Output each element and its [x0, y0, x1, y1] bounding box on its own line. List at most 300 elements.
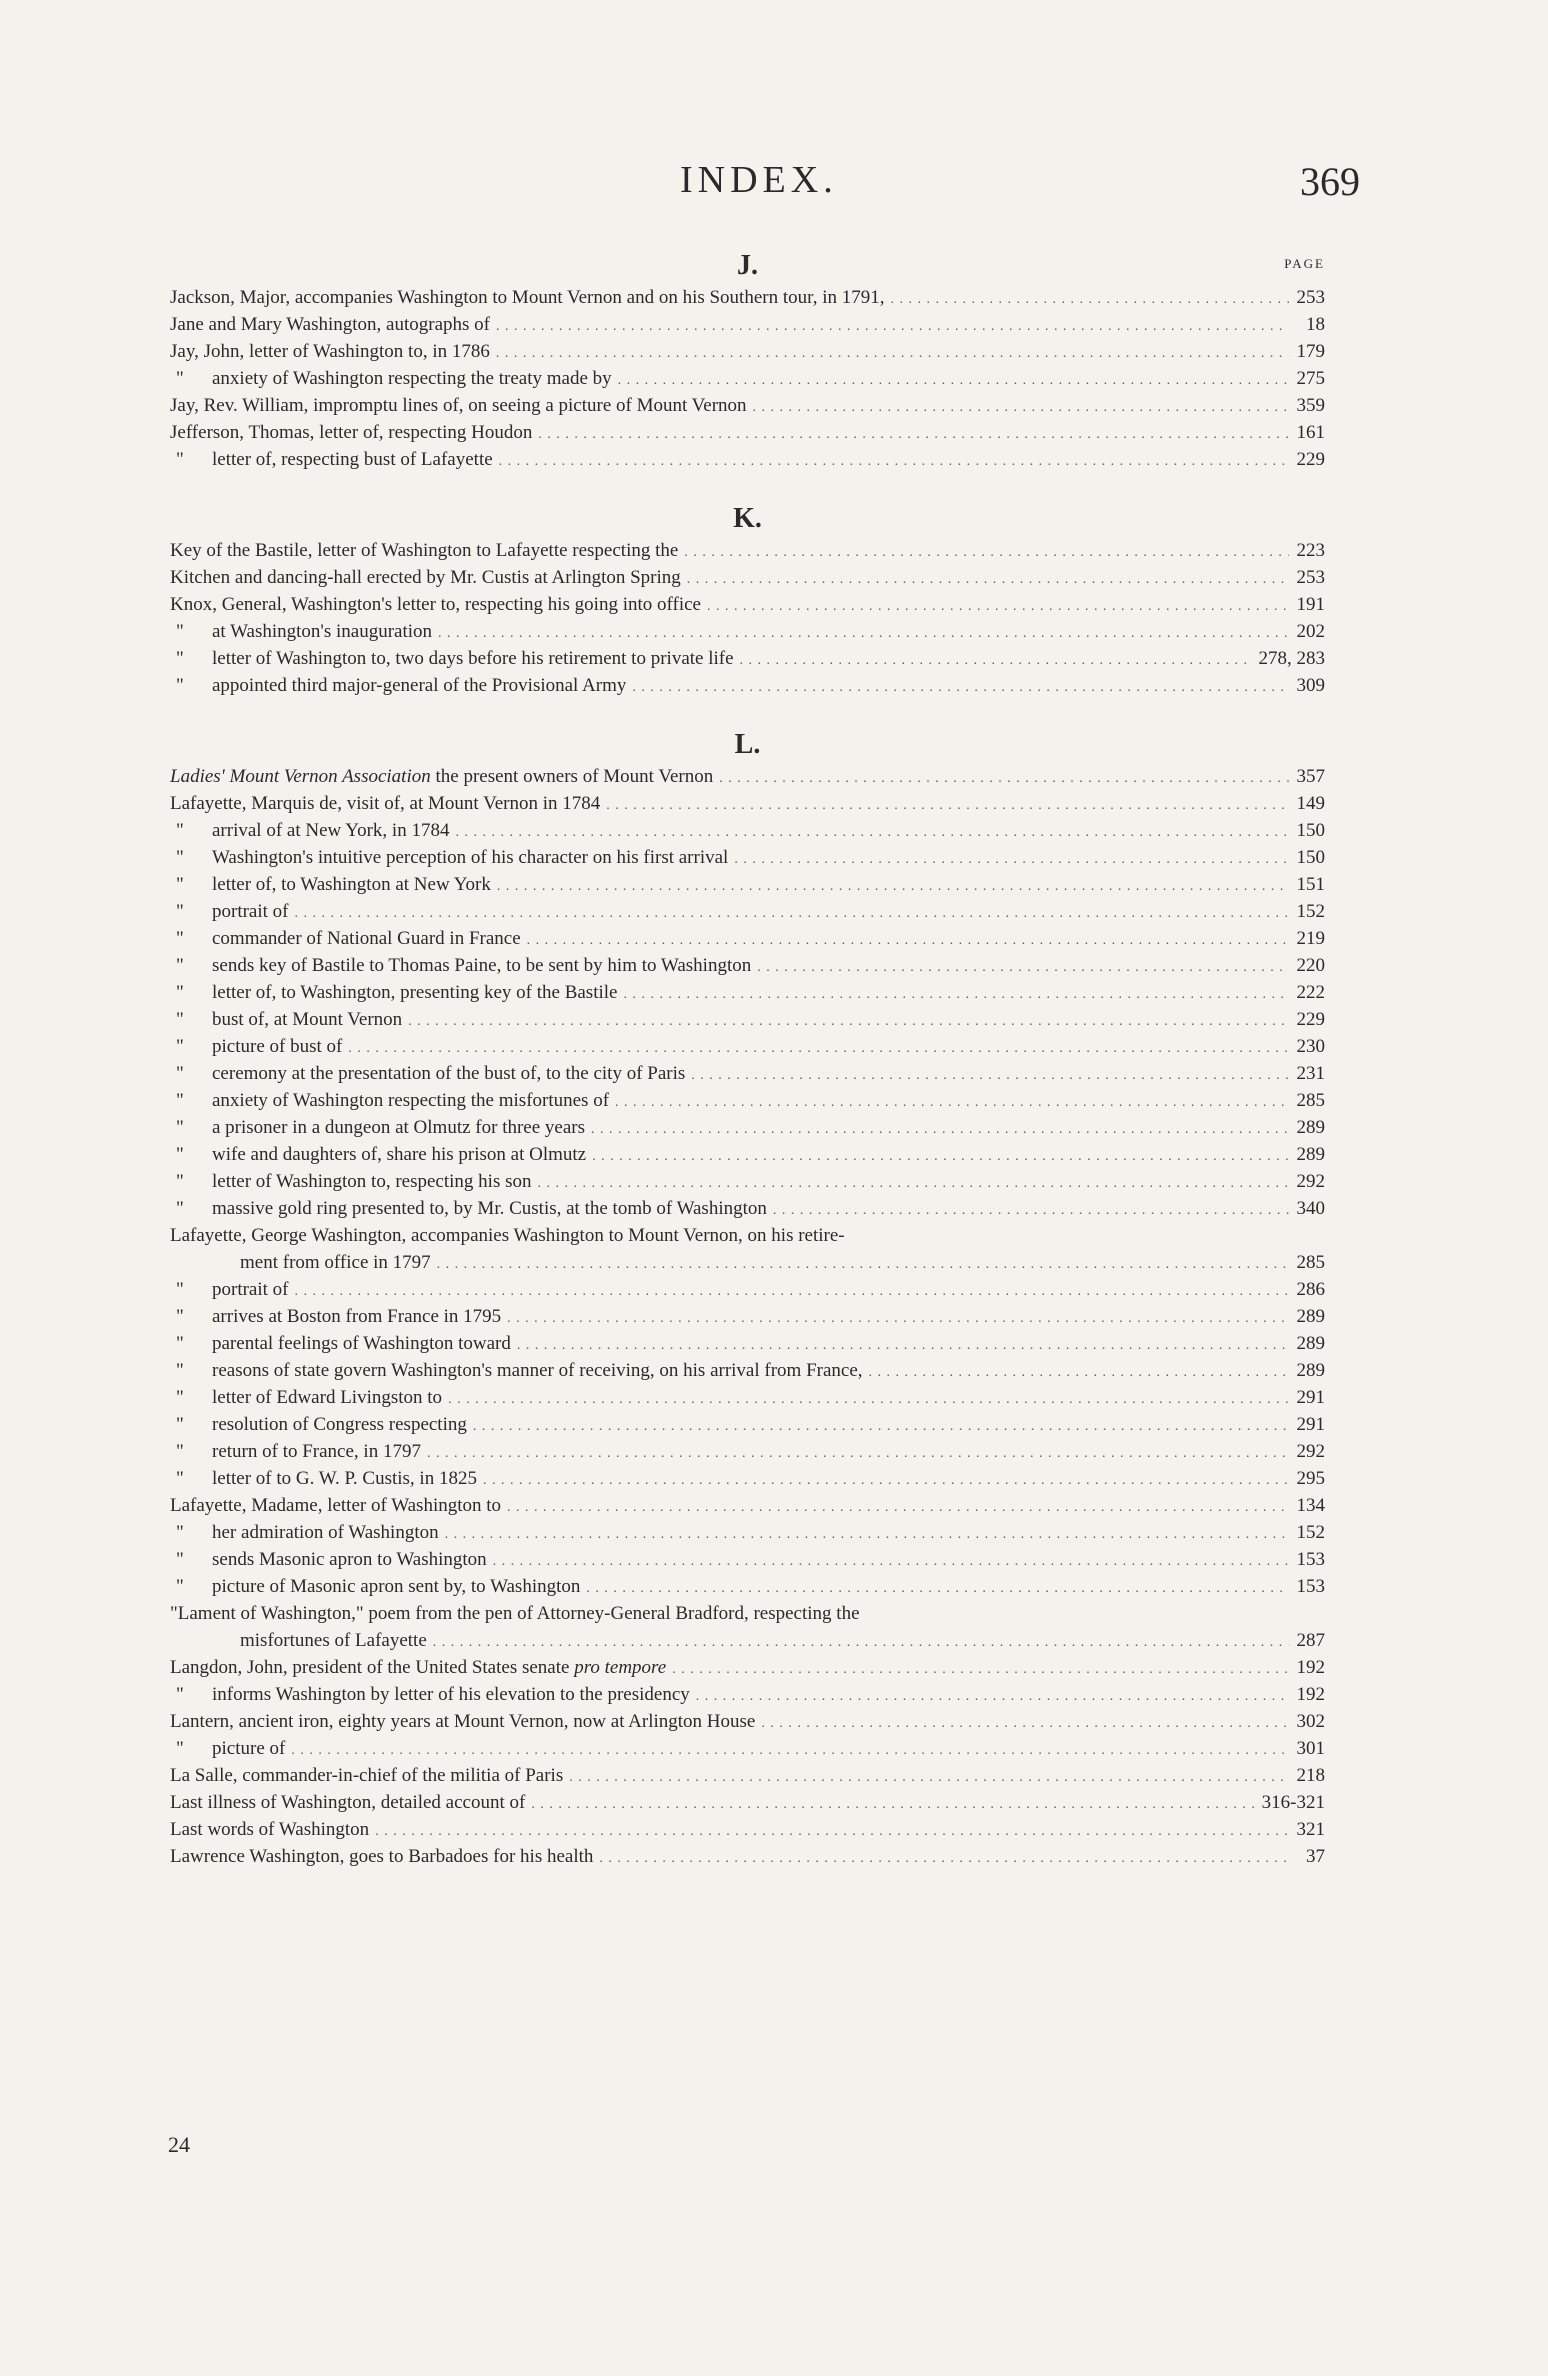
entry-label: letter of, to Washington, presenting key of the Bastile [212, 982, 618, 1003]
entry-label: anxiety of Washington respecting the misfortunes of [212, 1090, 610, 1111]
entry-page: 301 [1296, 1738, 1325, 1759]
entry-label: anxiety of Washington respecting the treaty made by [212, 368, 612, 389]
entry-text [170, 952, 751, 979]
entry-label: ceremony at the presentation of the bust of, to the city of Paris [212, 1063, 686, 1084]
dot-leader [408, 1006, 1289, 1035]
entry-label: Last illness of Washington, detailed account of [170, 1792, 526, 1813]
dot-leader [740, 645, 1253, 674]
index-entry [170, 1330, 1325, 1357]
entry-text [170, 1303, 501, 1330]
ditto-mark: " [176, 1387, 184, 1408]
dot-leader [586, 1573, 1289, 1602]
entry-page: 230 [1296, 1036, 1325, 1057]
index-entry [170, 311, 1325, 338]
entry-page: 153 [1296, 1549, 1325, 1570]
dot-leader [618, 365, 1289, 394]
dot-leader [497, 871, 1289, 900]
ditto-mark: " [176, 1360, 184, 1381]
index-entry [170, 952, 1325, 979]
index-entry [170, 1249, 1325, 1276]
entry-label: wife and daughters of, share his prison at Olmutz [212, 1144, 587, 1165]
dot-leader [291, 1735, 1289, 1764]
entry-page: 302 [1296, 1711, 1325, 1732]
entry-label: Key of the Bastile, letter of Washington to Lafayette respecting the [170, 540, 679, 561]
entry-label: Jackson, Major, accompanies Washington to Mount Vernon and on his Southern tour, in 1791, [170, 287, 885, 308]
index-entry [170, 419, 1325, 446]
entry-italic: Ladies' Mount Vernon Association [170, 766, 431, 787]
wrapped-entry-george-washington-lafayette [170, 1222, 1325, 1276]
entry-label: massive gold ring presented to, by Mr. Custis, at the tomb of Washington [212, 1198, 767, 1219]
index-entry [170, 979, 1325, 1006]
entry-page: 150 [1296, 847, 1325, 868]
ditto-mark: " [176, 1684, 184, 1705]
dot-leader [623, 979, 1289, 1008]
index-entry [170, 1033, 1325, 1060]
ditto-mark: " [176, 982, 184, 1003]
dot-leader [672, 1654, 1289, 1683]
entry-label: Jane and Mary Washington, autographs of [170, 314, 490, 335]
page-number: 369 [1300, 159, 1360, 204]
ditto-mark: " [176, 1171, 184, 1192]
entry-text [170, 537, 678, 564]
ditto-mark: " [176, 1738, 184, 1759]
ditto-mark: " [176, 1306, 184, 1327]
entry-text [170, 1735, 285, 1762]
entry-label: a prisoner in a dungeon at Olmutz for three years [212, 1117, 586, 1138]
entry-page: 321 [1296, 1819, 1325, 1840]
index-body [170, 250, 1325, 1870]
entry-line: "Lament of Washington," poem from the pen of Attorney-General Bradford, respecting the [170, 1603, 860, 1624]
index-entry [170, 1114, 1325, 1141]
dot-leader [375, 1816, 1289, 1845]
entry-label: Lawrence Washington, goes to Barbadoes for his health [170, 1846, 594, 1867]
entry-page: 359 [1296, 395, 1325, 416]
entry-text [170, 365, 612, 392]
index-entry [170, 1438, 1325, 1465]
entry-text [170, 1330, 511, 1357]
dot-leader [531, 1789, 1255, 1818]
entry-label: picture of [212, 1738, 286, 1759]
dot-leader [427, 1438, 1289, 1467]
ditto-mark: " [176, 1090, 184, 1111]
ditto-mark: " [176, 1414, 184, 1435]
entry-page: 253 [1296, 567, 1325, 588]
index-entry [170, 1546, 1325, 1573]
entry-label: Jefferson, Thomas, letter of, respecting Houdon [170, 422, 533, 443]
entry-page: 223 [1296, 540, 1325, 561]
entry-label: Kitchen and dancing-hall erected by Mr. Custis at Arlington Spring [170, 567, 681, 588]
entry-text [170, 1519, 439, 1546]
entry-label: letter of Washington to, two days before his retirement to private life [212, 648, 734, 669]
entry-page: 287 [1296, 1630, 1325, 1651]
dot-leader [295, 1276, 1289, 1305]
dot-leader [455, 817, 1289, 846]
entry-page: 37 [1306, 1846, 1325, 1867]
entry-text [170, 618, 432, 645]
entry-page: 285 [1296, 1090, 1325, 1111]
entry-text [170, 1141, 586, 1168]
ditto-mark: " [176, 1522, 184, 1543]
index-entry [170, 1492, 1325, 1519]
entry-text [170, 1546, 487, 1573]
entry-text [170, 844, 728, 871]
section-l-entries-continued [170, 1276, 1325, 1600]
entry-label: Langdon, John, president of the United States senate [170, 1657, 570, 1678]
entry-text [170, 1762, 563, 1789]
entry-text [170, 1114, 585, 1141]
entry-label: letter of to G. W. P. Custis, in 1825 [212, 1468, 477, 1489]
index-entry [170, 618, 1325, 645]
dot-leader [707, 591, 1289, 620]
entry-page: 161 [1296, 422, 1325, 443]
entry-label: sends Masonic apron to Washington [212, 1549, 487, 1570]
entry-text [170, 1843, 593, 1870]
ditto-mark: " [176, 1549, 184, 1570]
ditto-mark: " [176, 648, 184, 669]
entry-text [170, 564, 681, 591]
index-entry [170, 1735, 1325, 1762]
dot-leader [773, 1195, 1289, 1224]
entry-label: bust of, at Mount Vernon [212, 1009, 403, 1030]
entry-label: parental feelings of Washington toward [212, 1333, 511, 1354]
entry-label: letter of Washington to, respecting his son [212, 1171, 532, 1192]
entry-text [170, 1060, 685, 1087]
entry-label: commander of National Guard in France [212, 928, 521, 949]
entry-text [170, 1492, 501, 1519]
dot-leader [517, 1330, 1289, 1359]
entry-label: arrival of at New York, in 1784 [212, 820, 450, 841]
page-header [0, 158, 1548, 218]
dot-leader [499, 446, 1289, 475]
entry-text [170, 898, 289, 925]
entry-text [170, 1465, 477, 1492]
index-entry [170, 564, 1325, 591]
entry-text [170, 1438, 421, 1465]
dot-leader [592, 1141, 1289, 1170]
index-entry [170, 790, 1325, 817]
section-l-heading [170, 729, 1325, 763]
entry-label: her admiration of Washington [212, 1522, 439, 1543]
entry-italic: pro tempore [574, 1657, 667, 1678]
section-k-entries [170, 537, 1325, 699]
entry-text [170, 1357, 863, 1384]
entry-text [170, 591, 701, 618]
ditto-mark: " [176, 675, 184, 696]
index-entry [170, 925, 1325, 952]
ditto-mark: " [176, 847, 184, 868]
entry-page: 150 [1296, 820, 1325, 841]
entry-page: 229 [1296, 1009, 1325, 1030]
index-entry [170, 591, 1325, 618]
entry-text [170, 1411, 467, 1438]
dot-leader [537, 1168, 1289, 1197]
entry-page: 202 [1296, 621, 1325, 642]
entry-text [170, 446, 493, 473]
page-column-label: PAGE [1284, 256, 1325, 271]
entry-page: 179 [1296, 341, 1325, 362]
index-entry [170, 338, 1325, 365]
entry-page: 149 [1296, 793, 1325, 814]
index-entry [170, 1195, 1325, 1222]
index-entry [170, 1816, 1325, 1843]
dot-leader [591, 1114, 1289, 1143]
index-entry [170, 763, 1325, 790]
section-j-heading [170, 250, 1325, 284]
entry-page: 278, 283 [1258, 648, 1325, 669]
entry-label: Washington's intuitive perception of his character on his first arrival [212, 847, 729, 868]
index-entry [170, 1303, 1325, 1330]
entry-text [170, 419, 532, 446]
dot-leader [606, 790, 1289, 819]
dot-leader [869, 1357, 1289, 1386]
dot-leader [757, 952, 1289, 981]
dot-leader [527, 925, 1289, 954]
entry-label: sends key of Bastile to Thomas Paine, to be sent by him to Washington [212, 955, 752, 976]
dot-leader [691, 1060, 1289, 1089]
ditto-mark: " [176, 1333, 184, 1354]
index-entry [170, 1762, 1325, 1789]
index-entry [170, 1681, 1325, 1708]
running-title: INDEX. [680, 159, 838, 201]
entry-text [170, 672, 626, 699]
entry-page: 291 [1296, 1387, 1325, 1408]
entry-text [170, 1708, 755, 1735]
dot-leader [696, 1681, 1289, 1710]
dot-leader [734, 844, 1289, 873]
ditto-mark: " [176, 1009, 184, 1030]
section-j-entries [170, 284, 1325, 473]
index-entry [170, 1060, 1325, 1087]
entry-text [170, 979, 617, 1006]
entry-label: letter of, respecting bust of Lafayette [212, 449, 493, 470]
index-entry [170, 284, 1325, 311]
entry-label: picture of Masonic apron sent by, to Washington [212, 1576, 581, 1597]
ditto-mark: " [176, 1279, 184, 1300]
index-entry [170, 392, 1325, 419]
ditto-mark: " [176, 1117, 184, 1138]
entry-text [170, 763, 713, 790]
entry-text [170, 1681, 690, 1708]
entry-label: Lantern, ancient iron, eighty years at Mount Vernon, now at Arlington House [170, 1711, 756, 1732]
index-entry [170, 365, 1325, 392]
section-letter: L. [734, 729, 761, 760]
dot-leader [615, 1087, 1289, 1116]
entry-text [170, 925, 521, 952]
dot-leader [507, 1492, 1289, 1521]
dot-leader [438, 618, 1289, 647]
ditto-mark: " [176, 874, 184, 895]
index-entry [170, 1519, 1325, 1546]
entry-text [170, 1789, 525, 1816]
entry-text [170, 1816, 369, 1843]
section-l-entries-final [170, 1654, 1325, 1870]
dot-leader [295, 898, 1289, 927]
entry-text [170, 1195, 767, 1222]
entry-page: 220 [1296, 955, 1325, 976]
entry-page: 231 [1296, 1063, 1325, 1084]
entry-page: 289 [1296, 1117, 1325, 1138]
entry-page: 153 [1296, 1576, 1325, 1597]
signature-mark: 24 [168, 2132, 190, 2157]
entry-label: La Salle, commander-in-chief of the militia of Paris [170, 1765, 564, 1786]
dot-leader [538, 419, 1289, 448]
dot-leader [507, 1303, 1289, 1332]
entry-page: 286 [1296, 1279, 1325, 1300]
section-l-entries [170, 763, 1325, 1222]
entry-label: Jay, John, letter of Washington to, in 1786 [170, 341, 490, 362]
index-entry [170, 645, 1325, 672]
index-entry [170, 1573, 1325, 1600]
entry-text [170, 1087, 609, 1114]
index-entry [170, 1141, 1325, 1168]
entry-text [170, 392, 747, 419]
wrapped-entry-lament [170, 1600, 1325, 1654]
index-entry [170, 1006, 1325, 1033]
ditto-mark: " [176, 955, 184, 976]
index-entry [170, 844, 1325, 871]
index-entry [170, 537, 1325, 564]
index-entry [170, 1465, 1325, 1492]
dot-leader [890, 284, 1289, 313]
entry-page: 357 [1296, 766, 1325, 787]
entry-text: misfortunes of Lafayette [240, 1630, 427, 1651]
ditto-mark: " [176, 1468, 184, 1489]
entry-page: 192 [1296, 1684, 1325, 1705]
ditto-mark: " [176, 928, 184, 949]
entry-text [170, 871, 491, 898]
dot-leader [687, 564, 1289, 593]
entry-page: 289 [1296, 1333, 1325, 1354]
entry-line: Lafayette, George Washington, accompanies Washington to Mount Vernon, on his retire- [170, 1225, 845, 1246]
index-entry [170, 898, 1325, 925]
ditto-mark: " [176, 1036, 184, 1057]
dot-leader [493, 1546, 1289, 1575]
entry-label: arrives at Boston from France in 1795 [212, 1306, 502, 1327]
entry-page: 18 [1306, 314, 1325, 335]
entry-page: 289 [1296, 1306, 1325, 1327]
dot-leader [632, 672, 1289, 701]
index-entry [170, 1168, 1325, 1195]
entry-page: 222 [1296, 982, 1325, 1003]
entry-page: 285 [1296, 1252, 1325, 1273]
ditto-mark: " [176, 820, 184, 841]
index-entry [170, 672, 1325, 699]
entry-label: at Washington's inauguration [212, 621, 433, 642]
index-entry [170, 1384, 1325, 1411]
entry-text [170, 311, 490, 338]
dot-leader [599, 1843, 1289, 1872]
entry-label: Lafayette, Madame, letter of Washington to [170, 1495, 502, 1516]
dot-leader [753, 392, 1289, 421]
entry-page: 191 [1296, 594, 1325, 615]
index-entry [170, 817, 1325, 844]
index-entry [170, 1357, 1325, 1384]
ditto-mark: " [176, 901, 184, 922]
entry-text [170, 645, 734, 672]
entry-label: informs Washington by letter of his elevation to the presidency [212, 1684, 690, 1705]
entry-label: Jay, Rev. William, impromptu lines of, on seeing a picture of Mount Vernon [170, 395, 747, 416]
entry-text [170, 1654, 666, 1681]
ditto-mark: " [176, 1198, 184, 1219]
entry-text [170, 817, 449, 844]
dot-leader [496, 338, 1289, 367]
dot-leader [448, 1384, 1289, 1413]
dot-leader [761, 1708, 1289, 1737]
index-entry [170, 1708, 1325, 1735]
entry-page: 275 [1296, 368, 1325, 389]
entry-text [170, 1006, 402, 1033]
entry-page: 219 [1296, 928, 1325, 949]
entry-page: 340 [1296, 1198, 1325, 1219]
entry-label: appointed third major-general of the Provisional Army [212, 675, 627, 696]
entry-page: 218 [1296, 1765, 1325, 1786]
entry-text [170, 1168, 531, 1195]
dot-leader [496, 311, 1289, 340]
ditto-mark: " [176, 1576, 184, 1597]
entry-page: 295 [1296, 1468, 1325, 1489]
entry-label: portrait of [212, 901, 289, 922]
dot-leader [719, 763, 1289, 792]
entry-label: letter of Edward Livingston to [212, 1387, 443, 1408]
dot-leader [445, 1519, 1289, 1548]
dot-leader [433, 1627, 1289, 1656]
index-entry [170, 1789, 1325, 1816]
entry-text: ment from office in 1797 [240, 1252, 431, 1273]
entry-page: 291 [1296, 1414, 1325, 1435]
entry-page: 152 [1296, 1522, 1325, 1543]
dot-leader [483, 1465, 1289, 1494]
entry-label: return of to France, in 1797 [212, 1441, 421, 1462]
entry-text [170, 1033, 342, 1060]
section-letter: J. [737, 250, 758, 281]
entry-page: 292 [1296, 1441, 1325, 1462]
entry-page: 229 [1296, 449, 1325, 470]
entry-text [170, 338, 490, 365]
entry-page: 309 [1296, 675, 1325, 696]
ditto-mark: " [176, 449, 184, 470]
entry-label: Last words of Washington [170, 1819, 370, 1840]
entry-text [170, 1276, 289, 1303]
index-entry [170, 871, 1325, 898]
ditto-mark: " [176, 1063, 184, 1084]
dot-leader [437, 1249, 1289, 1278]
entry-page: 134 [1296, 1495, 1325, 1516]
dot-leader [348, 1033, 1289, 1062]
entry-label: letter of, to Washington at New York [212, 874, 491, 895]
entry-label: Lafayette, Marquis de, visit of, at Mount Vernon in 1784 [170, 793, 601, 814]
entry-page: 289 [1296, 1144, 1325, 1165]
dot-leader [473, 1411, 1289, 1440]
entry-page: 292 [1296, 1171, 1325, 1192]
ditto-mark: " [176, 621, 184, 642]
entry-page: 192 [1296, 1657, 1325, 1678]
entry-text [170, 1384, 442, 1411]
entry-label: portrait of [212, 1279, 289, 1300]
entry-page: 289 [1296, 1360, 1325, 1381]
entry-page: 253 [1296, 287, 1325, 308]
dot-leader [684, 537, 1289, 566]
ditto-mark: " [176, 368, 184, 389]
entry-label: reasons of state govern Washington's manner of receiving, on his arrival from France, [212, 1360, 863, 1381]
entry-text [170, 790, 600, 817]
entry-label: picture of bust of [212, 1036, 343, 1057]
entry-page: 316-321 [1261, 1792, 1325, 1813]
entry-label: the present owners of Mount Vernon [430, 766, 714, 787]
entry-label: Knox, General, Washington's letter to, respecting his going into office [170, 594, 701, 615]
index-entry [170, 1627, 1325, 1654]
entry-label: resolution of Congress respecting [212, 1414, 467, 1435]
index-entry [170, 1654, 1325, 1681]
